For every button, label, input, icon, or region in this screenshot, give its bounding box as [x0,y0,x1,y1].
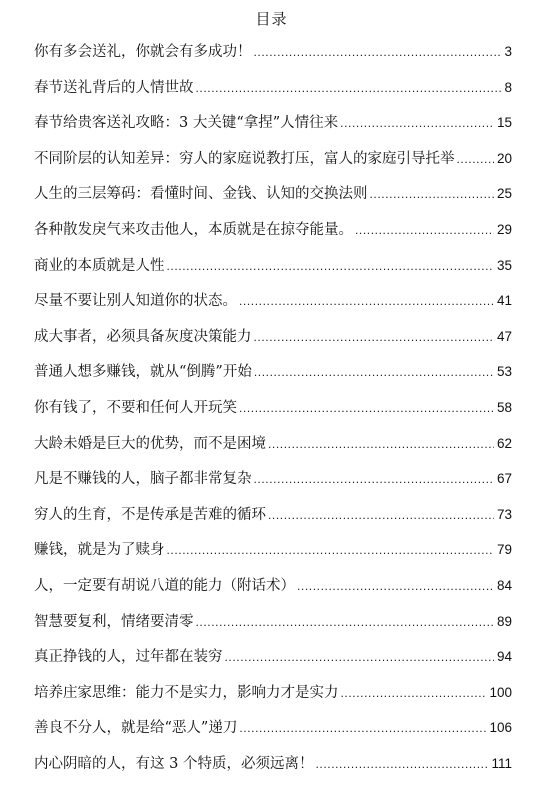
toc-entry[interactable] [34,716,512,752]
toc-entry-title: 普通人想多赚钱，就从“倒腾”开始 [34,364,252,381]
toc-leader-dots [254,365,494,379]
toc-leader-dots [239,294,494,308]
toc-entry-title: 春节送礼背后的人情世故 [34,79,194,96]
toc-entry-title: 尽量不要让别人知道你的状态。 [34,293,237,310]
toc-entry-page-number: 79 [496,542,512,558]
toc-entry-page-number: 106 [489,720,512,736]
toc-entry[interactable] [34,147,512,183]
toc-entry-page-number: 84 [496,577,512,593]
toc-leader-dots [340,116,494,130]
toc-entry-title: 成大事者，必须具备灰度决策能力 [34,328,252,345]
toc-leader-dots [457,152,494,166]
toc-entry-title: 凡是不赚钱的人，脑子都非常复杂 [34,471,252,488]
toc-entry[interactable] [34,325,512,361]
toc-entry[interactable] [34,503,512,539]
toc-leader-dots [196,615,494,629]
toc-entry-title: 各种散发戾气来攻击他人，本质就是在掠夺能量。 [34,221,353,238]
toc-leader-dots [268,437,494,451]
toc-leader-dots [341,686,487,700]
toc-entry-page-number: 94 [496,649,512,665]
toc-entry-page-number: 41 [496,293,512,309]
toc-entry-page-number: 47 [496,328,512,344]
toc-entry-page-number: 53 [496,364,512,380]
toc-entry[interactable] [34,681,512,717]
toc-leader-dots [239,721,486,735]
toc-entry-title: 你有多会送礼，你就会有多成功！ [34,44,252,60]
toc-leader-dots [315,757,488,771]
toc-entry-title: 大龄未婚是巨大的优势，而不是困境 [34,435,266,452]
toc-entry-title: 真正挣钱的人，过年都在装穷 [34,649,223,666]
toc-entry[interactable] [34,396,512,432]
toc-entry[interactable] [34,360,512,396]
toc-entry[interactable] [34,752,512,788]
toc-leader-dots [167,543,494,557]
toc-leader-dots [239,401,494,415]
toc-leader-dots [297,579,494,593]
toc-entry[interactable] [34,218,512,254]
toc-entry-page-number: 29 [496,221,512,237]
toc-leader-dots [254,330,494,344]
toc-leader-dots [268,508,494,522]
toc-entry-page-number: 3 [504,44,512,59]
toc-entry[interactable] [34,76,512,112]
toc-entry-page-number: 111 [491,755,512,771]
toc-entry[interactable] [34,538,512,574]
toc-entry[interactable] [34,40,512,76]
toc-entry-title: 商业的本质就是人性 [34,257,165,274]
toc-leader-dots [167,259,494,273]
toc-leader-dots [254,472,494,486]
toc-entry-page-number: 67 [496,471,512,487]
toc-entry-page-number: 89 [496,613,512,629]
toc-entry-page-number: 25 [496,186,512,202]
toc-entry[interactable] [34,432,512,468]
toc-entry[interactable] [34,182,512,218]
toc-entry-title: 不同阶层的认知差异：穷人的家庭说教打压，富人的家庭引导托举 [34,150,455,167]
toc-entry[interactable] [34,289,512,325]
toc-entry-page-number: 58 [496,399,512,415]
toc-entry-title: 穷人的生育，不是传承是苦难的循环 [34,506,266,523]
toc-entry[interactable] [34,645,512,681]
toc-entry-title: 培养庄家思维：能力不是实力，影响力才是实力 [34,684,339,701]
toc-entry[interactable] [34,610,512,646]
toc-list [34,40,512,787]
toc-entry-page-number: 8 [504,79,512,95]
toc-leader-dots [355,223,494,237]
toc-entry-title: 人，一定要有胡说八道的能力（附话术） [34,577,295,594]
toc-leader-dots [225,650,494,664]
toc-entry[interactable] [34,111,512,147]
toc-entry-page-number: 35 [496,257,512,273]
toc-leader-dots [254,45,502,59]
toc-entry-title: 春节给贵客送礼攻略：3 大关键“拿捏”人情往来 [34,115,339,132]
toc-entry-page-number: 62 [496,435,512,451]
toc-entry-page-number: 15 [496,115,512,131]
toc-entry[interactable] [34,574,512,610]
toc-entry[interactable] [34,467,512,503]
toc-leader-dots [196,81,502,95]
toc-title: 目录 [255,10,288,28]
toc-entry-title: 赚钱，就是为了赎身 [34,542,165,559]
toc-leader-dots [370,187,494,201]
toc-entry-page-number: 73 [496,506,512,522]
toc-entry-page-number: 20 [496,150,512,166]
toc-entry[interactable] [34,254,512,290]
toc-entry-title: 智慧要复利，情绪要清零 [34,613,194,630]
toc-entry-title: 人生的三层筹码：看懂时间、金钱、认知的交换法则 [34,186,368,203]
toc-entry-title: 善良不分人，就是给“恶人”递刀 [34,720,238,737]
toc-entry-title: 内心阴暗的人，有这 3 个特质，必须远离！ [34,755,314,772]
toc-entry-title: 你有钱了，不要和任何人开玩笑 [34,399,237,416]
toc-entry-page-number: 100 [489,684,512,700]
